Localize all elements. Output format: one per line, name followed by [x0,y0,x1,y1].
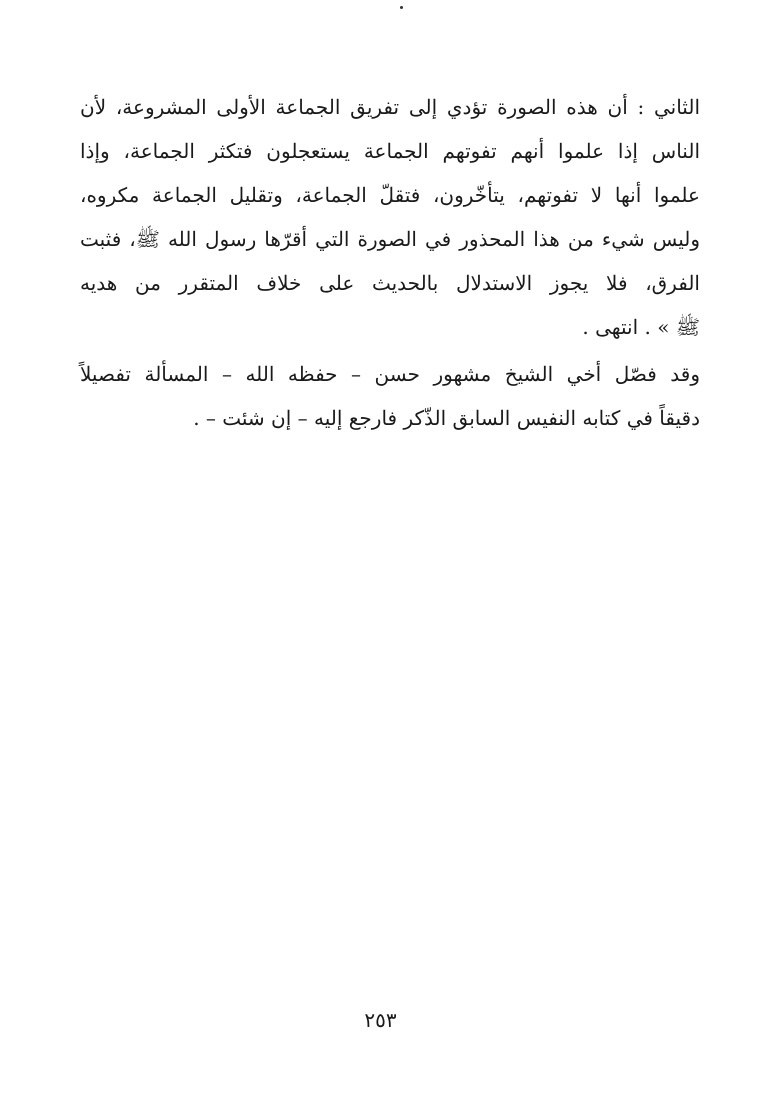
paragraph-line: علموا أنها لا تفوتهم، يتأخّرون، فتقلّ الجماعة، وتقليل الجماعة مكروه، [80,183,700,207]
page-number: ٢٥٣ [364,1008,397,1032]
paragraph-1 [80,85,700,349]
paragraph-line: وقد فصّل أخي الشيخ مشهور حسن – حفظه الله – المسألة تفصيلاً [80,362,700,386]
paragraph-line: الثاني : أن هذه الصورة تؤدي إلى تفريق الجماعة الأولى المشروعة، لأن [80,95,700,119]
paragraph-line: دقيقاً في كتابه النفيس السابق الذّكر فارجع إليه – إن شئت – . [193,406,700,430]
paragraph-line: ﷺ » . انتهى . [582,315,700,339]
scan-speck [400,6,403,9]
paragraph-line: الفرق، فلا يجوز الاستدلال بالحديث على خلاف المتقرر من هديه [80,271,700,295]
paragraph-2 [80,352,700,440]
paragraph-line: الناس إذا علموا أنهم تفوتهم الجماعة يستعجلون فتكثر الجماعة، وإذا [80,139,700,163]
paragraph-line: وليس شيء من هذا المحذور في الصورة التي أقرّها رسول الله ﷺ، فثبت [80,227,700,251]
